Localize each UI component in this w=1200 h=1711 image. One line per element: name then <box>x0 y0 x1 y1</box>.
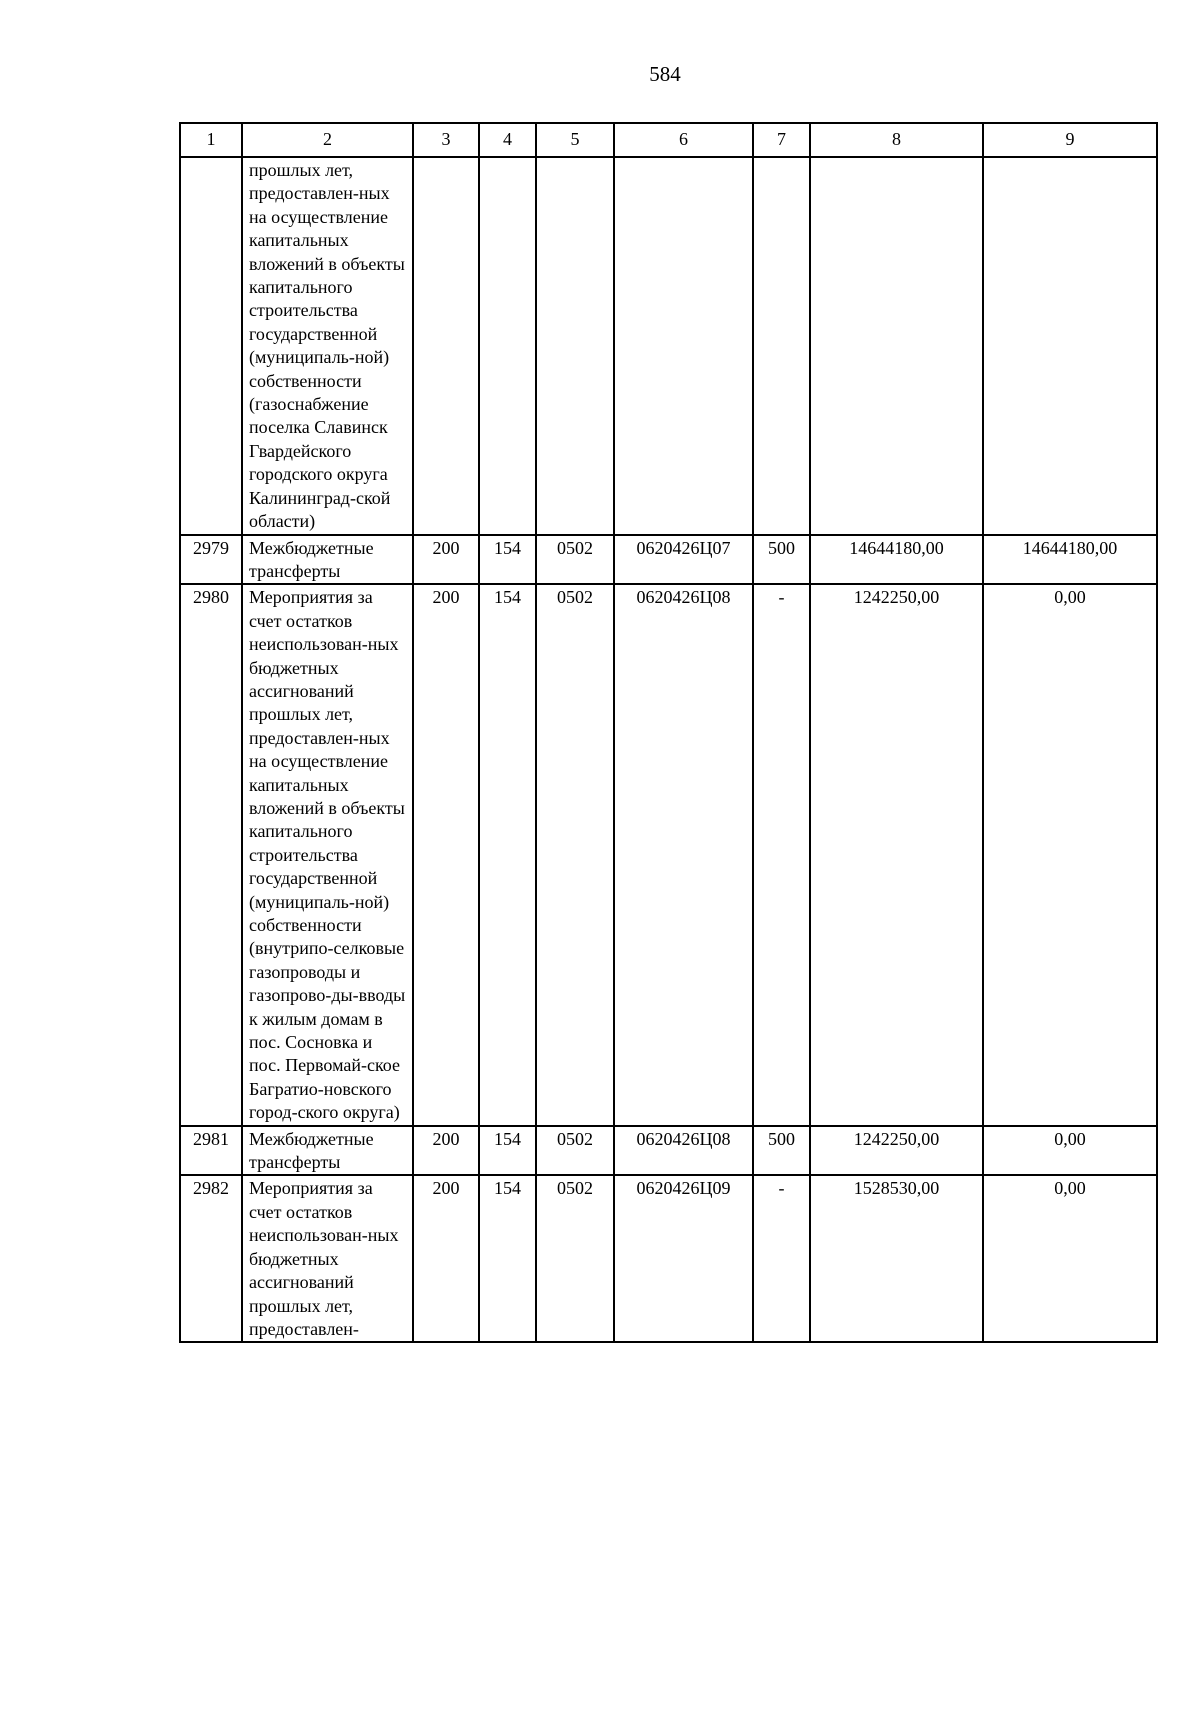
item-name-cell: Мероприятия за счет остатков неиспользован-ных бюджетных ассигнований прошлых лет, предоставлен-ных на осуществление капитальных вложений в объекты капитального строительства государственной (муниципаль-ной) собственности (внутрипо-селковые газопроводы и газопрово-ды-вводы к жилым домам в пос. Сосновка и пос. Первомай-ское Багратио-новского город-ского округа) <box>242 584 413 1125</box>
column-header: 4 <box>479 123 536 157</box>
page-number: 584 <box>649 62 681 86</box>
column-header: 9 <box>983 123 1157 157</box>
item-name-cell: Мероприятия за счет остатков неиспользован-ных бюджетных ассигнований прошлых лет, предоставлен- <box>242 1175 413 1342</box>
column-5-cell: 0502 <box>536 1175 614 1342</box>
column-3-cell: 200 <box>413 1175 479 1342</box>
table-header <box>180 123 1157 157</box>
column-6-cell: 0620426Ц08 <box>614 584 753 1125</box>
item-name-cell: Межбюджетные трансферты <box>242 535 413 585</box>
column-7-cell: - <box>753 1175 810 1342</box>
column-5-cell <box>536 157 614 535</box>
column-7-cell: 500 <box>753 535 810 585</box>
row-number-cell <box>180 157 242 535</box>
row-number-cell: 2979 <box>180 535 242 585</box>
budget-table <box>179 122 1158 1343</box>
column-header: 2 <box>242 123 413 157</box>
column-header: 6 <box>614 123 753 157</box>
column-3-cell: 200 <box>413 1126 479 1176</box>
column-6-cell: 0620426Ц08 <box>614 1126 753 1176</box>
column-6-cell: 0620426Ц09 <box>614 1175 753 1342</box>
column-4-cell: 154 <box>479 1175 536 1342</box>
column-8-cell <box>810 157 983 535</box>
column-3-cell: 200 <box>413 535 479 585</box>
table-row <box>180 1175 1157 1342</box>
column-5-cell: 0502 <box>536 1126 614 1176</box>
column-header: 1 <box>180 123 242 157</box>
column-9-cell: 0,00 <box>983 1175 1157 1342</box>
column-header: 7 <box>753 123 810 157</box>
item-name-cell: Межбюджетные трансферты <box>242 1126 413 1176</box>
column-8-cell: 1242250,00 <box>810 1126 983 1176</box>
column-header: 5 <box>536 123 614 157</box>
table-row <box>180 1126 1157 1176</box>
column-6-cell: 0620426Ц07 <box>614 535 753 585</box>
item-name-cell: прошлых лет, предоставлен-ных на осуществление капитальных вложений в объекты капитального строительства государственной (муниципаль-ной) собственности (газоснабжение поселка Славинск Гвардейского городского округа Калининград-ской области) <box>242 157 413 535</box>
column-5-cell: 0502 <box>536 535 614 585</box>
table-row <box>180 535 1157 585</box>
column-4-cell: 154 <box>479 1126 536 1176</box>
column-8-cell: 14644180,00 <box>810 535 983 585</box>
column-7-cell <box>753 157 810 535</box>
column-8-cell: 1528530,00 <box>810 1175 983 1342</box>
column-4-cell: 154 <box>479 535 536 585</box>
column-6-cell <box>614 157 753 535</box>
column-header: 3 <box>413 123 479 157</box>
column-3-cell <box>413 157 479 535</box>
row-number-cell: 2981 <box>180 1126 242 1176</box>
column-9-cell: 14644180,00 <box>983 535 1157 585</box>
column-header: 8 <box>810 123 983 157</box>
column-7-cell: - <box>753 584 810 1125</box>
row-number-cell: 2980 <box>180 584 242 1125</box>
column-8-cell: 1242250,00 <box>810 584 983 1125</box>
column-7-cell: 500 <box>753 1126 810 1176</box>
column-9-cell <box>983 157 1157 535</box>
table-row <box>180 584 1157 1125</box>
column-9-cell: 0,00 <box>983 1126 1157 1176</box>
row-number-cell: 2982 <box>180 1175 242 1342</box>
column-4-cell <box>479 157 536 535</box>
column-3-cell: 200 <box>413 584 479 1125</box>
table-row <box>180 157 1157 535</box>
header-row <box>180 123 1157 157</box>
column-4-cell: 154 <box>479 584 536 1125</box>
column-9-cell: 0,00 <box>983 584 1157 1125</box>
column-5-cell: 0502 <box>536 584 614 1125</box>
table-body <box>180 157 1157 1342</box>
